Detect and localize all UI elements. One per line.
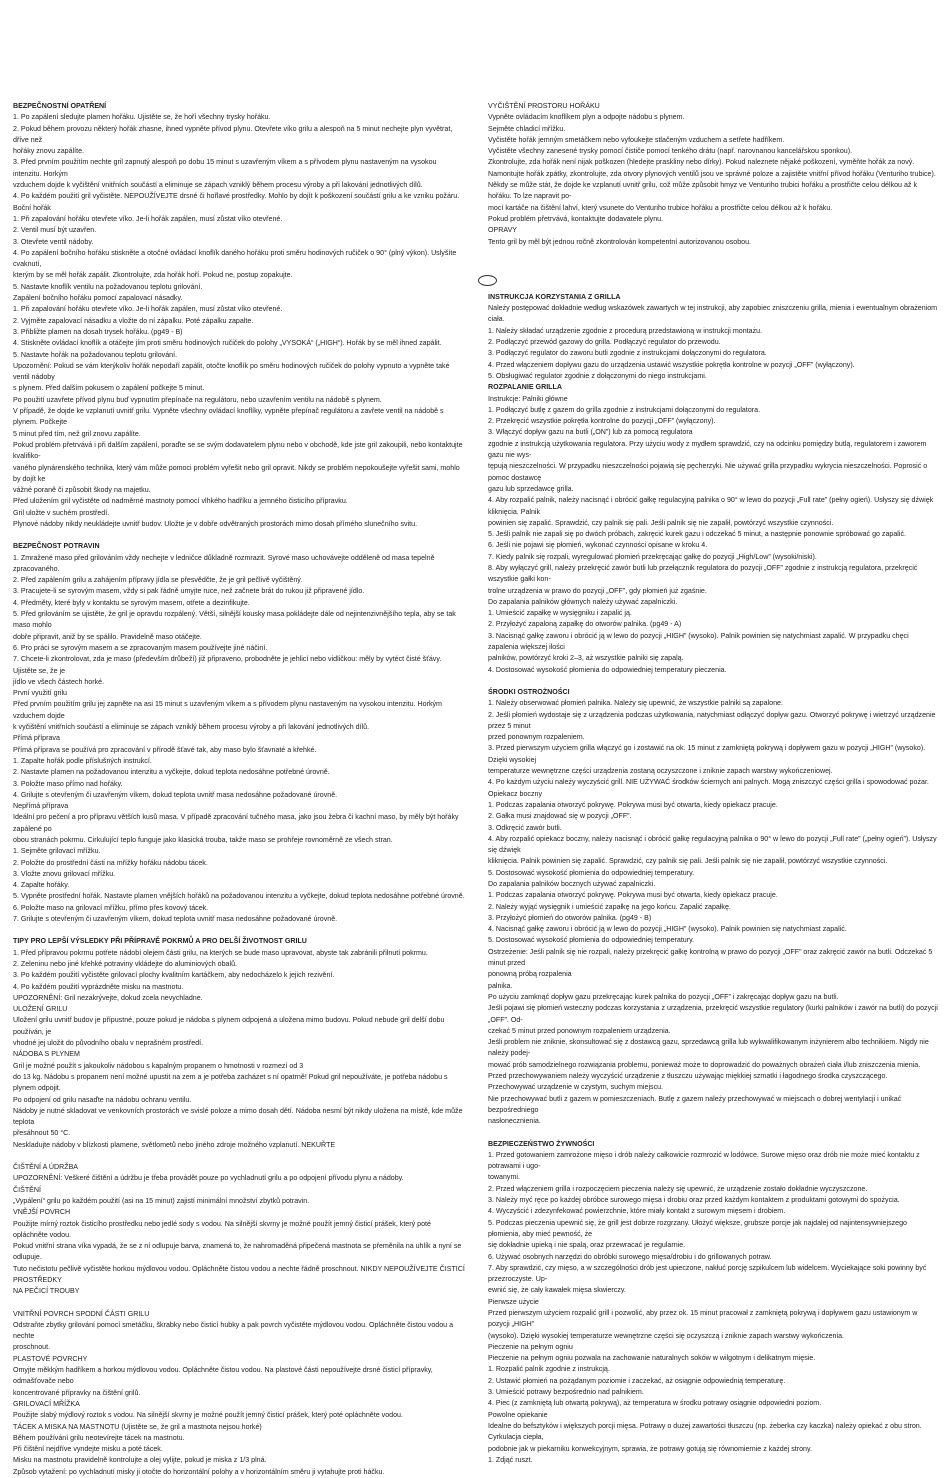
- text-line: 2. Należy wyjąć wysięgnik i umieścić zapałkę na jego końcu. Zapalić zapałkę.: [488, 902, 731, 911]
- text-line: 4. Po zapálení bočního hořáku stiskněte a otočné ovládací knoflík daného hořáku proti směru hodinových ručiček o 90° (plný výkon). Uslyšíte cvaknutí,: [13, 248, 457, 269]
- text-line: UPOZORNĚNÍ: Veškeré čištění a údržbu je třeba provádět pouze po vychladnutí grilu a po odpojení přívodu plynu a nádoby.: [13, 1174, 404, 1183]
- text-line: gazu lub sprzedawcę grilla.: [488, 484, 574, 493]
- text-line: Pieczenie na pełnym ogniu: [488, 1342, 573, 1351]
- text-line: GRILOVACÍ MŘÍŽKA: [13, 1399, 80, 1408]
- text-line: PLASTOVÉ POVRCHY: [13, 1354, 88, 1363]
- text-line: 3. Podłączyć regulator do zaworu butli zgodnie z instrukcjami dołączonymi do regulatora.: [488, 349, 767, 358]
- text-line: jídlo ve všech částech horké.: [13, 677, 105, 686]
- text-line: s plynem. Před dalším pokusem o zapálení počkejte 5 minut.: [13, 384, 205, 393]
- text-line: 1. Po zapálení sledujte plamen hořáku. Ujistěte se, že hoří všechny trysky hořáku.: [13, 113, 271, 122]
- text-line: VNITŘNÍ POVRCH SPODNÍ ČÁSTI GRILU: [13, 1309, 150, 1318]
- text-line: NA PEČICÍ TROUBY: [13, 1287, 80, 1296]
- text-line: 1. Przed gotowaniem zamrożone mięso i drób należy całkowicie rozmrozić w lodówce. Surowe mięso oraz drób nie może mieć kontaktu z potrawami i ugo-: [488, 1150, 920, 1171]
- text-line: Upozornění: Pokud se vám kterýkoliv hořák nepodaří zapálit, otočte knoflík po směru hodinových ručiček do polohy vypnuto a vypněte také ventil nádoby: [13, 361, 450, 382]
- text-line: 1. Sejměte grilovací mřížku.: [13, 847, 101, 856]
- text-line: 5 minut před tím, než gril znovu zapálíte.: [13, 429, 141, 438]
- text-line: VYČIŠTĚNÍ PROSTORU HOŘÁKU: [488, 102, 600, 110]
- text-line: Opiekacz boczny: [488, 789, 543, 798]
- text-line: 5. Podczas pieczenia upewnić się, że grill jest dobrze rozgrzany. Ułożyć większe, grubsze porcje jak najdalej od najintensywniejszego płomienia, aby mieć pewność, że: [488, 1218, 908, 1238]
- text-line: dobře připravit, aniž by se spálilo. Pravidelně maso otáčejte.: [13, 632, 202, 641]
- text-line: 4. Stiskněte ovládací knoflík a otáčejte jím proti směru hodinových ručiček do polohy „VYSOKÁ“ („HIGH“). Hořák by se měl ihned zapálit.: [13, 339, 442, 348]
- text-line: Gril uložte v suchém prostředí.: [13, 508, 110, 517]
- section-heading: BEZPIECZEŃSTWO ŻYWNOŚCI: [488, 1139, 595, 1148]
- text-line: 2. Ventil musí být uzavřen.: [13, 226, 97, 235]
- text-line: 5. Dostosować wysokość płomienia do odpowiedniej temperatury.: [488, 936, 695, 945]
- text-line: tępują nieszczelności. W przypadku nieszczelności pojawią się pęcherzyki. Nie używać grilla przypadku wykrycia nieszczelności. Poprosić o pomoc dostawcę: [488, 462, 928, 482]
- text-line: 2. Ustawić płomień na pożądanym poziomie i zaczekać, aż osiągnie odpowiednią temperaturę.: [488, 1376, 786, 1385]
- text-line: hořáky znovu zapálíte.: [13, 147, 84, 156]
- text-line: Należy postępować dokładnie według wskazówek zawartych w tej instrukcji, aby zapobiec zniszczeniu grilla, mienia i ewentualnym obrażeniom ciała.: [488, 304, 938, 324]
- text-line: 7. Kiedy palnik się rozpali, wyregulować płomień przekręcając gałkę do pozycji „High/Low” (wysoki/niski).: [488, 552, 817, 561]
- text-line: Jeśli pojawi się płomień wsteczny podczas korzystania z urządzenia, przekręcić wszystkie regulatory (kurki palników i zawór na butli) do pozycji „OFF”. Od-: [488, 1004, 938, 1024]
- text-line: 3. Otevřete ventil nádoby.: [13, 237, 94, 246]
- text-line: Do zapalania palników bocznych używać zapalniczki.: [488, 880, 656, 888]
- text-line: do 13 kg. Nádobu s propanem není možné upustit na zem a je potřeba zacházet s ní opatrně! Pokud gril nepoužíváte, je potřeba nádobu s plynem odpojit.: [13, 1072, 448, 1093]
- text-line: 4. Předměty, které byly v kontaktu se syrovým masem, otřete a dezinfikujte.: [13, 598, 250, 607]
- text-line: (wysoko). Dzięki wysokiej temperaturze wewnętrzne części się oczyszczą i zniknie zapach warstwy wykończenia.: [488, 1331, 844, 1340]
- text-line: Uložení grilu uvnitř budov je přípustné, pouze pokud je nádoba s plynem odpojená a uložena mimo budovu. Pokud nebude gril delší dobu používán, je: [13, 1016, 445, 1036]
- text-line: 2. Před zapálením grilu a zahájením přípravy jídla se přesvědčte, že je gril pečlivě vyčištěný.: [13, 576, 303, 585]
- text-line: Před prvním použitím grilu jej zapněte na asi 15 minut s uzavřeným víkem a s přívodem plynu nastaveným na vysokou intenzitu. Horkým vzduchem dojde: [13, 700, 442, 720]
- paragraph-spacer: [13, 925, 465, 936]
- text-line: ČIŠTĚNÍ: [13, 1185, 41, 1194]
- text-line: mocí kartáče na čištění lahví, který vsunete do Venturiho trubice hořáku a prostřičte celou délkou až k hořáku.: [488, 203, 833, 212]
- text-line: Idealne do befsztyków i większych porcji mięsa. Potrawy o dużej zawartości tłuszczu (np. żeberka czy kaczka) należy opiekać z obu stron. Cyrkulacja ciepła,: [488, 1421, 922, 1442]
- text-line: vážné poraně či způsobit škody na majetku.: [13, 486, 151, 495]
- text-line: 1. Zapalte hořák podle příslušných instrukcí.: [13, 756, 152, 765]
- section-heading: ROZPALANIE GRILLA: [488, 383, 562, 392]
- paragraph-spacer: [488, 1128, 940, 1139]
- text-line: Boční hořák: [13, 203, 51, 212]
- text-line: Namontujte hořák zpátky, zkontrolujte, zda otvory plynových ventilů jsou ve správné poloze a zajistěte vnitřní přívod hořáku (Venturiho trubice).: [488, 169, 936, 178]
- text-line: 4. Dostosować wysokość płomienia do odpowiedniej temperatury pieczenia.: [488, 665, 727, 674]
- text-line: ČIŠTĚNÍ A ÚDRŽBA: [13, 1163, 79, 1172]
- text-line: trolne urządzenia w prawo do pozycji „OFF”, gdy płomień już zgaśnie.: [488, 586, 707, 595]
- paragraph-spacer: [488, 248, 940, 259]
- text-line: 4. Po každém použití vyprázdněte misku na mastnotu.: [13, 982, 184, 991]
- text-line: 3. Umieścić potrawy bezpośrednio nad palnikiem.: [488, 1388, 644, 1397]
- text-line: Vyčistěte všechny zanesené trysky pomocí čističe pomocí tenkého drátu (např. narovnanou kancelářskou sponkou).: [488, 147, 853, 156]
- text-line: 2. Vyjměte zapalovací násadku a vložte do ní zápalku. Poté zápalku zapalte.: [13, 316, 254, 325]
- text-line: 5. Obsługiwać regulator zgodnie z dołączonymi do niego instrukcjami.: [488, 371, 707, 380]
- text-line: 1. Należy składać urządzenie zgodnie z procedurą przedstawioną w instrukcji montażu.: [488, 326, 763, 335]
- text-line: „Vypálení“ grilu po každém použití (asi na 15 minut) zajistí minimální množství zbytků potravin.: [13, 1196, 310, 1205]
- text-line: Při čištění nejdříve vyndejte misku a poté tácek.: [13, 1445, 163, 1454]
- text-line: 4. Grilujte s otevřeným či uzavřeným víkem, dokud teplota uvnitř masa nedosáhne požadované úrovně.: [13, 790, 338, 799]
- text-line: První využití grilu: [13, 689, 68, 698]
- text-line: Przechowywać urządzenie w czystym, suchym miejscu.: [488, 1083, 664, 1092]
- text-line: TÁCEK A MISKA NA MASTNOTU (Ujistěte se, že gril a mastnota nejsou horké): [13, 1422, 262, 1431]
- text-line: 1. Podczas zapalania otworzyć pokrywę. Pokrywa musi być otwarta, kiedy opiekacz pracuje.: [488, 800, 778, 809]
- text-line: přesáhnout 50 °C.: [13, 1129, 71, 1138]
- text-line: Plynové nádoby nikdy neukládejte uvnitř budov. Uložte je v dobře odvětraných prostorách mimo dosah přímého slunečního svitu.: [13, 519, 418, 528]
- text-line: 7. Chcete-li zkontrolovat, zda je maso (především drůbeží) již připraveno, probodněte je jehlicí nebo vidličkou: měly by vytéct čisté šťávy. Ujistěte se, že je: [13, 655, 442, 675]
- text-line: się dokładnie upieką i nie spalą, oraz przewracać je regularnie.: [488, 1241, 686, 1250]
- text-line: obou stranách pokrmu. Cirkulující teplo funguje jako klasická trouba, takže maso se prohřeje rovnoměrně ze všech stran.: [13, 836, 393, 844]
- text-line: UPOZORNĚNÍ: Gril nezakrývejte, dokud zcela nevychladne.: [13, 993, 203, 1002]
- text-line: 2. Nastavte plamen na požadovanou intenzitu a vyčkejte, dokud teplota nedosáhne potřebné úrovně.: [13, 768, 330, 777]
- text-line: ewnić się, że cały kawałek mięsa skwierczy.: [488, 1286, 626, 1295]
- text-line: Tuto nečistotu pečlivě vyčistěte horkou mýdlovou vodou. Opláchněte čistou vodou a nechte řádně proschnout. NIKDY NEPOUŽÍVEJTE ČISTICÍ PROSTŘEDKY: [13, 1264, 465, 1284]
- text-line: 2. Przed włączeniem grilla i rozpoczęciem pieczenia należy się upewnić, że urządzenie zostało dokładnie wyczyszczone.: [488, 1184, 868, 1193]
- text-line: kliknięcia. Palnik powinien się zapalić. Sprawdzić, czy palnik się pali. Jeśli palnik się nie zapalił, powtórzyć wszystkie czynności.: [488, 857, 888, 866]
- text-line: Vypněte ovládacím knoflíkem plyn a odpojte nádobu s plynem.: [488, 113, 685, 122]
- text-line: koncentrované přípravky na čištění grilů.: [13, 1388, 141, 1397]
- text-line: palnika.: [488, 981, 513, 990]
- text-line: 1. Zmražené maso před grilováním vždy nechejte v ledničce důkladně rozmrazit. Syrové maso uchovávejte odděleně od masa tepelně zpracovaného.: [13, 553, 435, 573]
- text-line: 4. Wyczyścić i zdezynfekować powierzchnie, które miały kontakt z surowym mięsem i drobiem.: [488, 1207, 786, 1216]
- text-line: 7. Grilujte s otevřeným či uzavřeným víkem, dokud teplota uvnitř masa nedosáhne požadované úrovně.: [13, 915, 338, 924]
- text-line: 5. Jeśli palnik nie zapali się po dwóch próbach, zakręcić kurek gazu i odczekać 5 minut, a następnie ponownie spróbować go zapalić.: [488, 530, 906, 539]
- text-line: 1. Zdjąć ruszt.: [488, 1455, 533, 1464]
- text-line: ponowną próbą rozpalenia: [488, 970, 572, 979]
- text-line: Někdy se může stát, že dojde ke vzplanutí uvnitř grilu, což může způsobit hmyz ve Venturiho trubici hořáku a prostřičte celou délkou až k hořáku. To lze napravit po-: [488, 181, 917, 201]
- text-line: Použijte slabý mýdlový roztok s vodou. Na silnější skvrny je možné použít jemný čisticí prášek, který poté opláchněte vodou.: [13, 1411, 403, 1420]
- text-line: Ideální pro pečení a pro přípravu větších kusů masa. V případě zpracování tučného masa, jako jsou žebra či kachní maso, by měly být hořáky zapálené po: [13, 813, 459, 833]
- text-line: Pokud vnitřní strana víka vypadá, že se z ní odlupuje barva, znamená to, že nahromaděná připečená mastnota se přeměnila na uhlík a nyní se odlupuje.: [13, 1242, 462, 1262]
- text-line: Použijte mírný roztok čisticího prostředku nebo jedlé sody s vodou. Na silnější skvrny je možné použít jemný čisticí prášek, který poté opláchněte vodou.: [13, 1219, 431, 1239]
- text-line: Odstraňte zbytky grilování pomocí smetáčku, škrabky nebo čisticí hubky a pak povrch vyčistěte mýdlovou vodou. Opláchněte čistou vodou a nechte: [13, 1320, 454, 1341]
- text-line: Přímá příprava se používá pro zpracování v přírodě šťavé tak, aby maso bylo šťavnaté a křehké.: [13, 745, 317, 754]
- text-line: 5. Nastavte hořák na požadovanou teplotu grilování.: [13, 350, 178, 359]
- text-line: 6. Pro práci se syrovým masem a se zpracovaným masem používejte jiné náčiní.: [13, 643, 268, 652]
- text-line: przed ponownym rozpaleniem.: [488, 733, 585, 742]
- text-line: 5. Vypněte prostřední hořák. Nastavte plamen vnějších hořáků na požadovanou intenzitu a vyčkejte, dokud teplota nedosáhne potřebné úrovně.: [13, 892, 465, 901]
- text-line: 4. Po każdym użyciu należy wyczyścić grill. NIE UŻYWAĆ środków ściernych ani palnych. Mogą zniszczyć części grilla i spowodować pożar.: [488, 778, 929, 787]
- text-line: vaného plynárenského technika, který vám může pomoci problém vyřešit nebo gril opravit. Nikdy se problém nepokoušejte vyřešit sami, mohlo by dojít ke: [13, 463, 460, 483]
- text-line: 4. Nacisnąć gałkę zaworu i obrócić ją w lewo do pozycji „HIGH” (wysoko). Palnik powinien się natychmiast zapalić.: [488, 925, 847, 934]
- text-line: 1. Podłączyć butlę z gazem do grilla zgodnie z instrukcjami dołączonymi do regulatora.: [488, 405, 761, 414]
- text-line: 1. Podczas zapalania otworzyć pokrywę. Pokrywa musi być otwarta, kiedy opiekacz pracuje.: [488, 891, 778, 900]
- paragraph-spacer: [488, 259, 940, 270]
- text-line: palników, powtórzyć kroki 2–3, aż wszystkie palniki się zapalą.: [488, 654, 684, 663]
- text-line: vzduchem dojde k vyčištění vnitřních součástí a eliminuje se zápach vzniklý během procesu výroby a při lakování jednotlivých dílů.: [13, 181, 423, 190]
- text-line: 7. Aby sprawdzić, czy mięso, a w szczególności drób jest upieczone, nakłuć porcję szpikulcem lub widelcem. Wyciekające soki powinny być przezroczyste. Up-: [488, 1263, 927, 1284]
- paragraph-spacer: [488, 281, 940, 292]
- text-line: towanymi.: [488, 1173, 520, 1182]
- text-line: Vyčistěte hořák jemným smetáčkem nebo vyfoukejte stlačeným vzduchem a setřete hadříkem.: [488, 135, 785, 144]
- text-line: nasłonecznienia.: [488, 1117, 541, 1126]
- text-line: k vyčištění vnitřních součástí a eliminuje se zápach vzniklý během procesu výroby a při lakování jednotlivých dílů.: [13, 723, 370, 732]
- text-line: 2. Przekręcić wszystkie pokrętła kontrolne do pozycji „OFF” (wyłączony).: [488, 417, 716, 426]
- text-line: 3. Po každém použití vyčistěte grilovací plochy kvalitním kartáčkem, aby nedocházelo k jejich rezivění.: [13, 971, 335, 980]
- text-line: 1. Należy obserwować płomień palnika. Należy się upewnić, że wszystkie palniki są zapalone.: [488, 699, 783, 708]
- text-line: Do zapalania palników głównych należy używać zapalniczki.: [488, 597, 678, 606]
- text-line: Powolne opiekanie: [488, 1410, 548, 1419]
- paragraph-spacer: [13, 1298, 465, 1309]
- text-line: 4. Zapalte hořáky.: [13, 881, 70, 890]
- text-line: 5. Před grilováním se ujistěte, že gril je opravdu rozpálený. Větší, silnější kousky masa pokládejte dále od nejintenzivnějšího tepla, aby se tak maso mohlo: [13, 610, 456, 630]
- left-column-czech-text: [13, 101, 465, 1478]
- text-line: Během používání grilu neotevírejte tácek na mastnotu.: [13, 1433, 185, 1442]
- text-line: 4. Po každém použití gril vyčistěte. NEPOUŽÍVEJTE drsné či hořlavé prostředky. Mohlo by dojít k poškození součástí grilu a ke vzniku požáru.: [13, 192, 460, 201]
- text-line: NÁDOBA S PLYNEM: [13, 1050, 80, 1059]
- text-line: temperaturze wewnętrzne części urządzenia zostaną oczyszczone i zniknie zapach warstwy wykończeniowej.: [488, 767, 833, 776]
- text-line: 3. Należy myć ręce po każdej obróbce surowego mięsa i drobiu oraz przed każdym kontaktem z produktami gotowymi do spożycia.: [488, 1196, 900, 1205]
- text-line: 1. Rozpalić palnik zgodnie z instrukcją.: [488, 1365, 610, 1374]
- text-line: Nie przechowywać butli z gazem w pomieszczeniach. Butlę z gazem należy przechowywać w miejscach o dobrej wentylacji i unikać bezpośredniego: [488, 1094, 902, 1114]
- text-line: 2. Pokud během provozu některý hořák zhasne, ihned vypněte přívod plynu. Otevřete víko grilu a alespoň na 5 minut nechejte plyn vyvětrat, dříve než: [13, 124, 453, 144]
- text-line: Přímá příprava: [13, 734, 60, 743]
- paragraph-spacer: [488, 270, 940, 281]
- text-line: 1. Umieścić zapałkę w wysięgniku i zapalić ją.: [488, 609, 632, 618]
- right-column-polish-text: [488, 101, 940, 1466]
- text-line: Zapálení bočního hořáku pomocí zapalovací násadky.: [13, 294, 183, 303]
- section-heading: BEZPEČNOSTNÍ OPATŘENÍ: [13, 102, 107, 110]
- text-line: Pieczenie na pełnym ogniu pozwala na zachowanie naturalnych soków w wilgotnym i delikatnym mięsie.: [488, 1354, 816, 1363]
- section-heading: INSTRUKCJA KORZYSTANIA Z GRILLA: [488, 292, 621, 301]
- text-line: V případě, že dojde ke vzplanutí uvnitř grilu. Vypněte všechny ovládací knoflíky, vypněte přepínač regulátoru a zavřete ventil na nádobě s plynem. Počkejte: [13, 407, 444, 427]
- text-line: 3. Przyłożyć płomień do otworów palnika. (pg49 - B): [488, 913, 652, 922]
- text-line: OPRAVY: [488, 226, 518, 235]
- text-line: Před uložením gril vyčistěte od nadměrné mastnoty pomocí vlhkého hadříku a jemného čisticího přípravku.: [13, 497, 348, 506]
- text-line: kterým by se měl hořák zapálit. Zkontrolujte, zda hořák hoří. Pokud ne, postup zopakujte.: [13, 271, 293, 280]
- text-line: Zkontrolujte, zda hořák není nijak poškozen (hledejte praskliny nebo dírky). Pokud naleznete nějaké poškození, vyměňte hořák za nový.: [488, 158, 915, 167]
- text-line: 2. Przyłożyć zapaloną zapałkę do otworów palnika. (pg49 - A): [488, 620, 682, 629]
- paragraph-spacer: [13, 530, 465, 541]
- text-line: 3. Odkręcić zawór butli.: [488, 823, 562, 832]
- text-line: Przed przechowywaniem należy wyczyścić urządzenie z tłuszczu używając miękkiej szmatki i łagodnego środka czyszczącego.: [488, 1072, 888, 1081]
- paragraph-spacer: [13, 1151, 465, 1162]
- text-line: 8. Aby wyłączyć grill, należy przekręcić zawór butli lub przełącznik regulatora do pozycji „OFF” zgodnie z instrukcją regulatora, przekręcić wszystkie gałki kon-: [488, 563, 918, 584]
- text-line: 4. Aby rozpalić opiekacz boczny, należy nacisnąć i obrócić gałkę regulacyjną palnika o 90° w lewo do pozycji „Full rate” („pełny ogień”). Usłyszy się dźwięk: [488, 834, 937, 855]
- text-line: zgodnie z instrukcją użytkowania regulatora. Przy użyciu wody z mydłem sprawdzić, czy na odcinku pomiędzy butlą, regulatorem i zaworem gazu nie wys-: [488, 439, 927, 460]
- text-line: Ostrzeżenie: Jeśli palnik się nie rozpali, należy przekręcić gałkę kontrolną w prawo do pozycji „OFF” oraz zakręcić zawór na butli. Odczekać 5 minut przed: [488, 947, 933, 968]
- text-line: 6. Używać osobnych narzędzi do obróbki surowego mięsa/drobiu i do grillowanych potraw.: [488, 1252, 772, 1261]
- text-line: Pokud problém přetrvává, kontaktujte dodavatele plynu.: [488, 214, 664, 223]
- text-line: 3. Pracujete-li se syrovým masem, vždy si pak řádně umyjte ruce, než začnete brát do rukou již připravené jídlo.: [13, 587, 365, 596]
- text-line: Przed pierwszym użyciem rozpalić grill i pozwolić, aby przez ok. 15 minut pracował z zamkniętą pokrywą i dopływem gazu ustawionym w pozycji „HIGH”: [488, 1308, 918, 1329]
- text-line: Pierwsze użycie: [488, 1297, 539, 1306]
- text-line: Po użyciu zamknąć dopływ gazu przekręcając kurek palnika do pozycji „OFF” i zakręcając dopływ gazu na butli.: [488, 992, 839, 1001]
- paragraph-spacer: [488, 676, 940, 687]
- text-line: Po použití uzavřete přívod plynu buď vypnutím přepínače na regulátoru, nebo uzavřením ventilu na nádobě s plynem.: [13, 395, 382, 404]
- text-line: Pokud problém přetrvává i při dalším zapálení, poraďte se se svým dodavatelem plynu nebo v obchodě, kde jste gril zakoupili, nebo kontaktujte kvalifiko-: [13, 440, 463, 461]
- text-line: Gril je možné použít s jakoukoliv nádobou s kapalným propanem o hmotnosti v rozmezí od 3: [13, 1061, 304, 1070]
- text-line: Způsob vytažení: po vychladnutí misky ji otočte do horizontální polohy a v horizontálním směru ji vytahujte proti háčku.: [13, 1467, 385, 1476]
- text-line: 3. Přibližte plamen na dosah trysek hořáku. (pg49 - B): [13, 327, 183, 336]
- text-line: Tento gril by měl být jednou ročně zkontrolován kompetentní autorizovanou osobou.: [488, 237, 752, 246]
- text-line: proschnout.: [13, 1343, 51, 1352]
- text-line: 6. Jeśli nie pojawi się płomień, wykonać czynności opisane w kroku 4.: [488, 541, 708, 550]
- text-line: 1. Před přípravou pokrmu potřete nádobí olejem části grilu, na kterých se bude maso upravovat, abyste tak zabránili přilnutí pokrmu.: [13, 948, 428, 957]
- text-line: 4. Przed włączeniem dopływu gazu do urządzenia ustawić wszystkie pokrętła kontrolne w pozycji „OFF” (wyłączony).: [488, 360, 855, 369]
- text-line: 1. Při zapalování hořáku otevřete víko. Je-li hořák zapálen, musí zůstat víko otevřené.: [13, 305, 283, 314]
- text-line: 3. Před prvním použitím nechte gril zapnutý alespoň po dobu 15 minut s uzavřeným víkem a s přívodem plynu nastaveným na vysokou intenzitu. Horkým: [13, 158, 437, 178]
- text-line: Neskladujte nádoby v blízkosti plamene, světlometů nebo jiného zdroje možného vzplanutí. NEKUŘTE: [13, 1140, 336, 1149]
- text-line: podobnie jak w piekarniku konwekcyjnym, sprawia, że potrawy gotują się równomiernie z każdej strony.: [488, 1444, 812, 1453]
- text-line: 4. Aby rozpalić palnik, należy nacisnąć i obrócić gałkę regulacyjną palnika o 90° w lewo do pozycji „Full rate” (pełny ogień). Usłyszy się dźwięk kliknięcia. Palnik: [488, 496, 934, 516]
- text-line: ULOŽENÍ GRILU: [13, 1005, 68, 1014]
- text-line: 2. Zeleninu nebo jiné křehké potraviny vkládejte do aluminiových obalů.: [13, 959, 237, 968]
- text-line: 3. Włączyć dopływ gazu na butli („ON”) lub za pomocą regulatora: [488, 428, 693, 437]
- text-line: Nádoby je nutné skladovat ve venkovních prostorách ve svislé poloze a mimo dosah dětí. Nádoba nesmí být nikdy uložena na místě, kde může teplota: [13, 1106, 463, 1127]
- text-line: czekać 5 minut przed ponownym rozpaleniem urządzenia.: [488, 1026, 671, 1035]
- text-line: 2. Podłączyć przewód gazowy do grilla. Podłączyć regulator do przewodu.: [488, 338, 721, 347]
- text-line: Po odpojení od grilu nasaďte na nádobu ochranu ventilu.: [13, 1095, 192, 1104]
- text-line: Omyjte měkkým hadříkem a horkou mýdlovou vodou. Opláchněte čistou vodou. Na plastové části nepoužívejte drsné čisticí přípravky, odmašťovače nebo: [13, 1366, 433, 1386]
- text-line: 1. Při zapalování hořáku otevřete víko. Je-li hořák zapálen, musí zůstat víko otevřené.: [13, 214, 283, 223]
- text-line: mować prób samodzielnego rozwiązania problemu, ponieważ może to doprowadzić do poważnych obrażeń ciała i/lub zniszczenia mienia.: [488, 1060, 921, 1069]
- text-line: 5. Dostosować wysokość płomienia do odpowiedniej temperatury.: [488, 868, 695, 877]
- text-line: Sejměte chladicí mřížku.: [488, 124, 566, 133]
- text-line: 5. Nastavte knoflík ventilu na požadovanou teplotu grilování.: [13, 282, 203, 291]
- text-line: 2. Položte do prostřední části na mřížky hořáku nádobu tácek.: [13, 858, 208, 867]
- text-line: 6. Položte maso na grilovací mřížku, přímo přes kovový tácek.: [13, 903, 209, 912]
- section-heading: BEZPEČNOST POTRAVIN: [13, 542, 100, 551]
- text-line: 2. Gałka musi znajdować się w pozycji „OFF”.: [488, 812, 632, 821]
- text-line: 3. Przed pierwszym użyciem grilla włączyć go i zostawić na ok. 15 minut z zamkniętą pokrywą i dopływem gazu w pozycji „HIGH” (wysoko). Dzięki wysokiej: [488, 744, 926, 764]
- text-line: 3. Položte maso přímo nad hořáky.: [13, 779, 123, 788]
- text-line: VNĚJŠÍ POVRCH: [13, 1208, 71, 1217]
- text-line: Nepřímá příprava: [13, 802, 69, 811]
- section-heading: TIPY PRO LEPŠÍ VÝSLEDKY PŘI PŘÍPRAVĚ POKRMŮ A PRO DELŠÍ ŽIVOTNOST GRILU: [13, 937, 307, 946]
- text-line: 3. Nacisnąć gałkę zaworu i obrócić ją w lewo do pozycji „HIGH” (wysoko). Palnik powinien się natychmiast zapalić. W przypadku chęci zapalenia większej ilości: [488, 631, 909, 652]
- text-line: 2. Jeśli płomień wydostaje się z urządzenia podczas użytkowania, natychmiast odłączyć dopływ gazu. Otworzyć pokrywę i wietrzyć urządzenie przez 5 minut: [488, 710, 936, 730]
- text-line: powinien się zapalić. Sprawdzić, czy palnik się pali. Jeśli palnik się nie zapalił, powtórzyć wszystkie czynności.: [488, 518, 834, 527]
- text-line: 4. Piec (z zamkniętą lub otwartą pokrywą), aż temperatura w środku potrawy osiągnie odpowiedni poziom.: [488, 1399, 822, 1408]
- text-line: vhodné jej uložit do původního obalu v neprašném prostředí.: [13, 1039, 204, 1048]
- text-line: Misku na mastnotu pravidelně kontrolujte a olej vylijte, pokud je miska z 1/3 plná.: [13, 1456, 267, 1465]
- section-heading: ŚRODKI OSTROŻNOŚCI: [488, 687, 570, 696]
- text-line: 3. Vložte znovu grilovací mřížku.: [13, 869, 116, 878]
- text-line: Jeśli problem nie zniknie, skonsultować się z dostawcą gazu, sprzedawcą grilla lub wykwalifikowanym inżynierem albo technikiem. Nigdy nie należy podej-: [488, 1038, 929, 1058]
- text-line: Instrukcje: Palniki główne: [488, 394, 568, 403]
